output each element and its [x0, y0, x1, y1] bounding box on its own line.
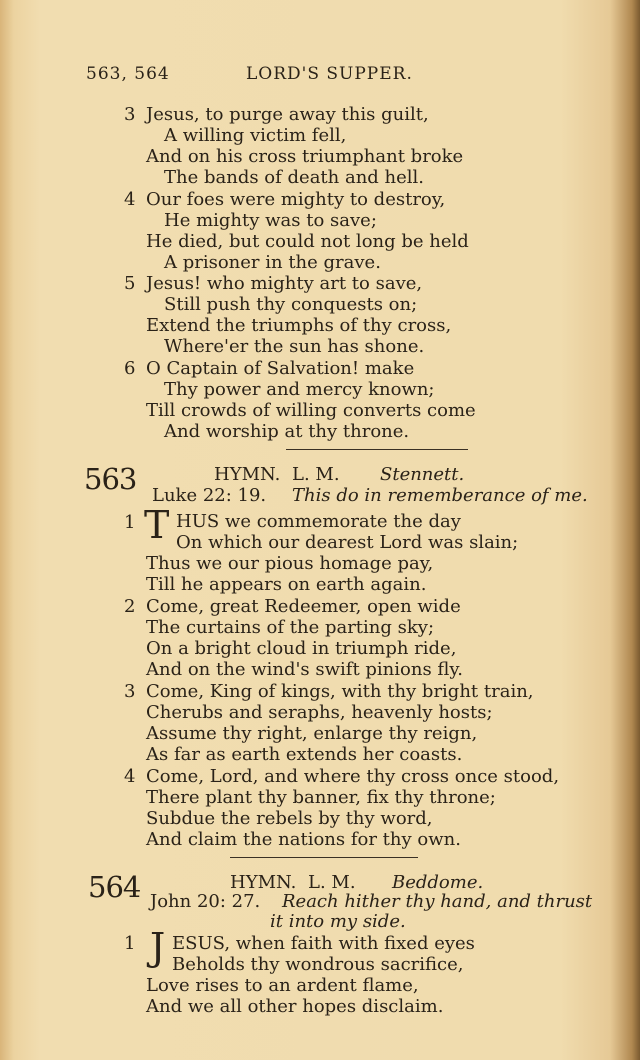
hymn-author: Stennett.	[380, 464, 465, 485]
verse-line: And we all other hopes disclaim.	[146, 996, 444, 1017]
stanza-number: 4	[124, 189, 136, 210]
verse-line: Come, King of kings, with thy bright train,	[146, 681, 534, 702]
verse-line: O Captain of Salvation! make	[146, 358, 415, 379]
stanza-number: 1	[124, 512, 136, 533]
scripture-text: it into my side.	[270, 911, 406, 932]
verse-line: On a bright cloud in triumph ride,	[146, 638, 457, 659]
verse-line: Our foes were mighty to destroy,	[146, 189, 446, 210]
verse-line: Thy power and mercy known;	[164, 379, 435, 400]
verse-line: He died, but could not long be held	[146, 231, 469, 252]
verse-line: The bands of death and hell.	[164, 167, 425, 188]
stanza-number: 6	[124, 358, 136, 379]
verse-line: And worship at thy throne.	[164, 421, 410, 442]
hymn-heading: HYMN.	[214, 464, 281, 485]
verse-line: Jesus! who mighty art to save,	[146, 273, 423, 294]
verse-line: And on the wind's swift pinions fly.	[146, 659, 463, 680]
verse-line: Where'er the sun has shone.	[164, 336, 425, 357]
hymn-number: 564	[88, 870, 141, 904]
scripture-reference: Luke 22: 19.	[152, 485, 267, 506]
verse-line: Assume thy right, enlarge thy reign,	[146, 723, 478, 744]
hymn-author: Beddome.	[392, 872, 484, 893]
verse-line: And claim the nations for thy own.	[146, 829, 461, 850]
section-divider	[230, 857, 418, 858]
drop-cap: T	[144, 503, 170, 547]
verse-line: A prisoner in the grave.	[164, 252, 381, 273]
verse-line: Cherubs and seraphs, heavenly hosts;	[146, 702, 493, 723]
verse-line: Subdue the rebels by thy word,	[146, 808, 433, 829]
running-title: LORD'S SUPPER.	[246, 64, 413, 84]
verse-line: Extend the triumphs of thy cross,	[146, 315, 452, 336]
stanza-number: 3	[124, 104, 136, 125]
verse-line: He mighty was to save;	[164, 210, 377, 231]
verse-line: Come, Lord, and where thy cross once stood,	[146, 766, 560, 787]
page-numbers: 563, 564	[86, 64, 170, 84]
hymn-meter: L. M.	[308, 872, 356, 893]
verse-line: Beholds thy wondrous sacrifice,	[172, 954, 464, 975]
verse-line: Come, great Redeemer, open wide	[146, 596, 461, 617]
verse-line: There plant thy banner, fix thy throne;	[146, 787, 496, 808]
verse-line: Love rises to an ardent flame,	[146, 975, 419, 996]
hymn-number: 563	[84, 462, 137, 496]
verse-line: Jesus, to purge away this guilt,	[146, 104, 429, 125]
verse-line: The curtains of the parting sky;	[146, 617, 435, 638]
hymn-heading: HYMN.	[230, 872, 297, 893]
stanza-number: 3	[124, 681, 136, 702]
verse-line: Till crowds of willing converts come	[146, 400, 476, 421]
scripture-text: This do in rememberance of me.	[292, 485, 588, 506]
verse-line: And on his cross triumphant broke	[146, 146, 464, 167]
verse-line: Thus we our pious homage pay,	[146, 553, 434, 574]
section-divider	[286, 449, 468, 450]
drop-cap: J	[150, 925, 166, 969]
stanza-number: 1	[124, 933, 136, 954]
verse-line: A willing victim fell,	[164, 125, 347, 146]
hymn-meter: L. M.	[292, 464, 340, 485]
verse-line: Still push thy conquests on;	[164, 294, 418, 315]
scripture-reference: John 20: 27.	[150, 891, 261, 912]
stanza-number: 5	[124, 273, 136, 294]
stanza-number: 2	[124, 596, 136, 617]
verse-line: ESUS, when faith with fixed eyes	[172, 933, 475, 954]
verse-line: On which our dearest Lord was slain;	[176, 532, 519, 553]
verse-line: Till he appears on earth again.	[146, 574, 427, 595]
scripture-text: Reach hither thy hand, and thrust	[282, 891, 593, 912]
verse-line: HUS we commemorate the day	[176, 511, 461, 532]
verse-line: As far as earth extends her coasts.	[146, 744, 463, 765]
stanza-number: 4	[124, 766, 136, 787]
